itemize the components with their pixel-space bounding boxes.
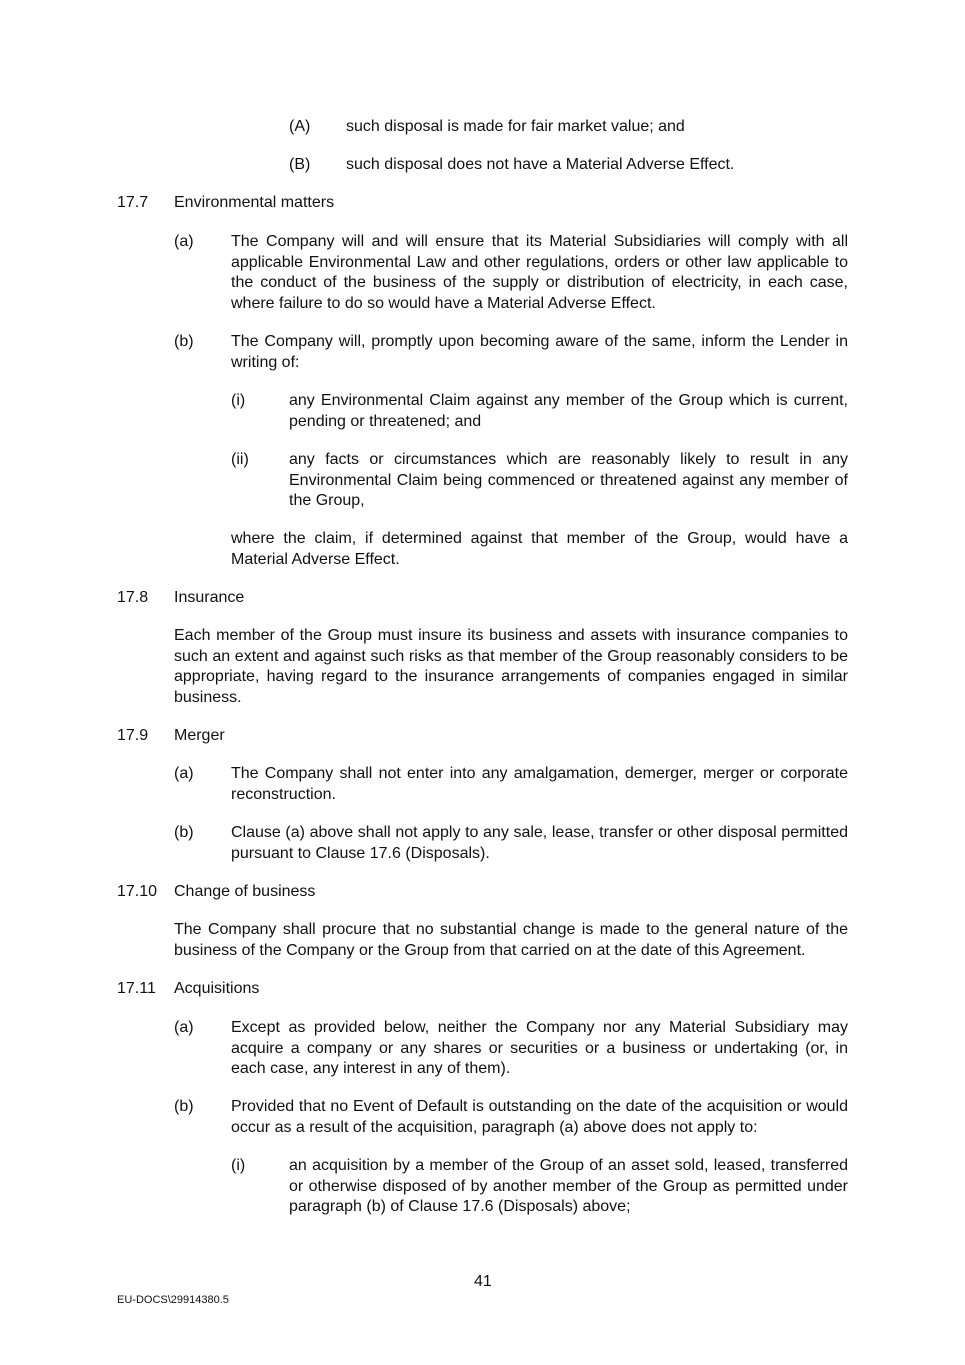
clause-17-8-number: 17.8 <box>117 589 149 606</box>
clause-17-11-b-i-label: (i) <box>231 1157 246 1174</box>
item-A-text: such disposal is made for fair market value; and <box>346 118 685 135</box>
clause-17-8-heading: Insurance <box>174 589 245 606</box>
clause-17-7-a-text: The Company will and will ensure that its Material Subsidiaries will comply with all applicable Environmental Law and other regulations, orders or other law applicable to the conduct of the business of the supply or distribution of electricity, in each case, where failure to do so would have a Material Adverse Effect. <box>231 233 848 312</box>
clause-17-7-b-i-text: any Environmental Claim against any member of the Group which is current, pending or threatened; and <box>289 392 848 430</box>
clause-17-7-b-ii-label: (ii) <box>231 451 249 468</box>
clause-17-11-b-text: Provided that no Event of Default is outstanding on the date of the acquisition or would occur as a result of the acquisition, paragraph (a) above does not apply to: <box>231 1098 848 1136</box>
clause-17-11-b-label: (b) <box>174 1098 194 1115</box>
item-B-label: (B) <box>289 156 311 173</box>
clause-17-8-body: Each member of the Group must insure its business and assets with insurance companies to such an extent and against such risks as that member of the Group reasonably considers to be appropriate, having regard to the insurance arrangements of companies engaged in similar business. <box>174 627 848 706</box>
document-reference: EU-DOCS\29914380.5 <box>117 1294 229 1306</box>
clause-17-9-b-text: Clause (a) above shall not apply to any sale, lease, transfer or other disposal permitted pursuant to Clause 17.6 (Disposals). <box>231 824 848 862</box>
clause-17-10-body: The Company shall procure that no substantial change is made to the general nature of the business of the Company or the Group from that carried on at the date of this Agreement. <box>174 921 848 959</box>
clause-17-9-a-label: (a) <box>174 765 194 782</box>
clause-17-7-b-i-label: (i) <box>231 392 246 409</box>
clause-17-7-b-label: (b) <box>174 333 194 350</box>
clause-17-11-number: 17.11 <box>117 980 156 997</box>
clause-17-9-number: 17.9 <box>117 727 149 744</box>
clause-17-9-a-text: The Company shall not enter into any amalgamation, demerger, merger or corporate reconstruction. <box>231 765 848 803</box>
clause-17-11-b-i-text: an acquisition by a member of the Group of an asset sold, leased, transferred or otherwise disposed of by another member of the Group as permitted under paragraph (b) of Clause 17.6 (Disposals) above; <box>289 1157 848 1216</box>
item-A-label: (A) <box>289 118 311 135</box>
clause-17-10-heading: Change of business <box>174 883 316 900</box>
clause-17-9-b-label: (b) <box>174 824 194 841</box>
clause-17-9-heading: Merger <box>174 727 225 744</box>
clause-17-11-a-text: Except as provided below, neither the Company nor any Material Subsidiary may acquire a company or any shares or securities or a business or undertaking (or, in each case, any interest in any of them). <box>231 1019 848 1078</box>
clause-17-11-a-label: (a) <box>174 1019 194 1036</box>
clause-17-10-number: 17.10 <box>117 883 158 900</box>
item-B-text: such disposal does not have a Material Adverse Effect. <box>346 156 735 173</box>
clause-17-7-number: 17.7 <box>117 194 149 211</box>
clause-17-7-a-label: (a) <box>174 233 194 250</box>
clause-17-7-b-ii-text: any facts or circumstances which are reasonably likely to result in any Environmental Claim being commenced or threatened against any member of the Group, <box>289 451 848 510</box>
clause-17-7-b-text: The Company will, promptly upon becoming aware of the same, inform the Lender in writing of: <box>231 333 848 371</box>
page-number: 41 <box>474 1273 492 1290</box>
clause-17-7-heading: Environmental matters <box>174 194 335 211</box>
clause-17-11-heading: Acquisitions <box>174 980 260 997</box>
clause-17-7-b-tail: where the claim, if determined against that member of the Group, would have a Material Adverse Effect. <box>231 530 848 568</box>
